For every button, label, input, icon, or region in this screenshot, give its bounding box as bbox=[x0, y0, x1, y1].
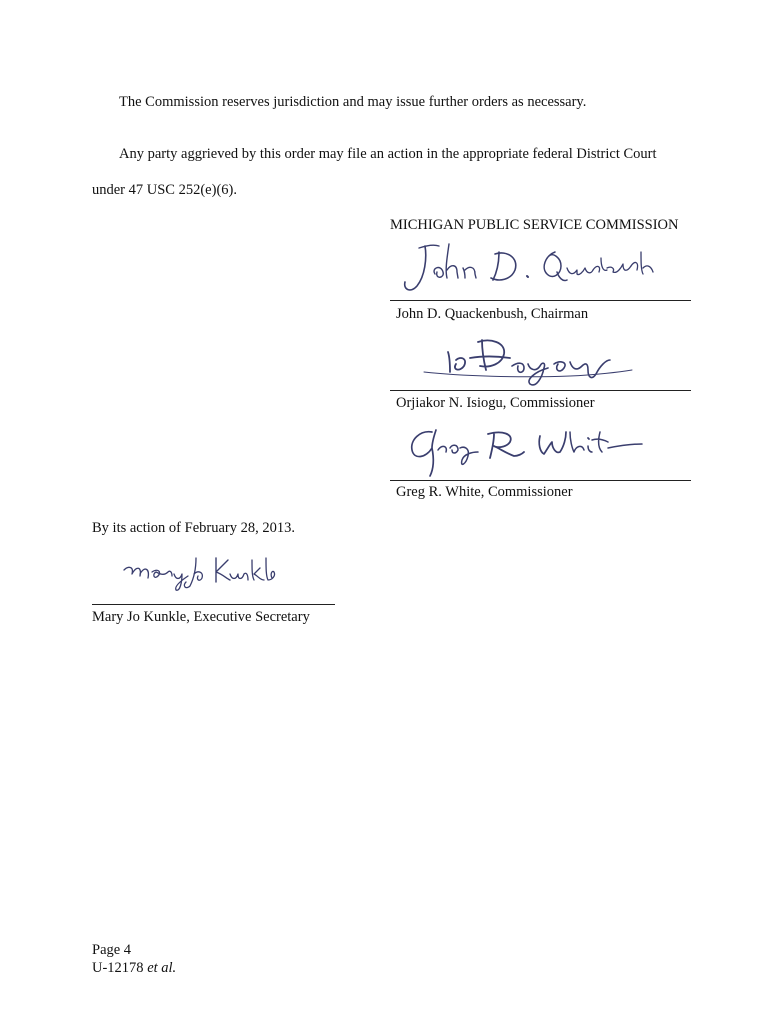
chairman-signature bbox=[395, 238, 660, 298]
signature-line-secretary bbox=[92, 604, 335, 605]
signature-line-chairman bbox=[390, 300, 691, 301]
case-number: U-12178 bbox=[92, 960, 144, 976]
page-number: Page 4 bbox=[92, 942, 132, 958]
case-suffix: et al. bbox=[147, 960, 177, 976]
executive-secretary-signature bbox=[120, 552, 280, 596]
commissioner-isiogu-signature bbox=[420, 332, 640, 392]
commissioner-white-signature bbox=[398, 418, 648, 480]
paragraph-aggrieved-line-2: under 47 USC 252(e)(6). bbox=[92, 182, 237, 198]
signature-line-isiogu bbox=[390, 390, 691, 391]
case-reference bbox=[92, 960, 176, 977]
action-statement: By its action of February 28, 2013. bbox=[92, 520, 295, 536]
paragraph-aggrieved-line-1: Any party aggrieved by this order may file an action in the appropriate federal District Court bbox=[119, 146, 657, 162]
signatory-name-isiogu: Orjiakor N. Isiogu, Commissioner bbox=[396, 395, 595, 411]
commission-heading: MICHIGAN PUBLIC SERVICE COMMISSION bbox=[390, 217, 679, 233]
paragraph-jurisdiction: The Commission reserves jurisdiction and may issue further orders as necessary. bbox=[119, 94, 587, 110]
signatory-name-chairman: John D. Quackenbush, Chairman bbox=[396, 306, 589, 322]
secretary-name: Mary Jo Kunkle, Executive Secretary bbox=[92, 609, 310, 625]
signature-line-white bbox=[390, 480, 691, 481]
signatory-name-white: Greg R. White, Commissioner bbox=[396, 484, 573, 500]
